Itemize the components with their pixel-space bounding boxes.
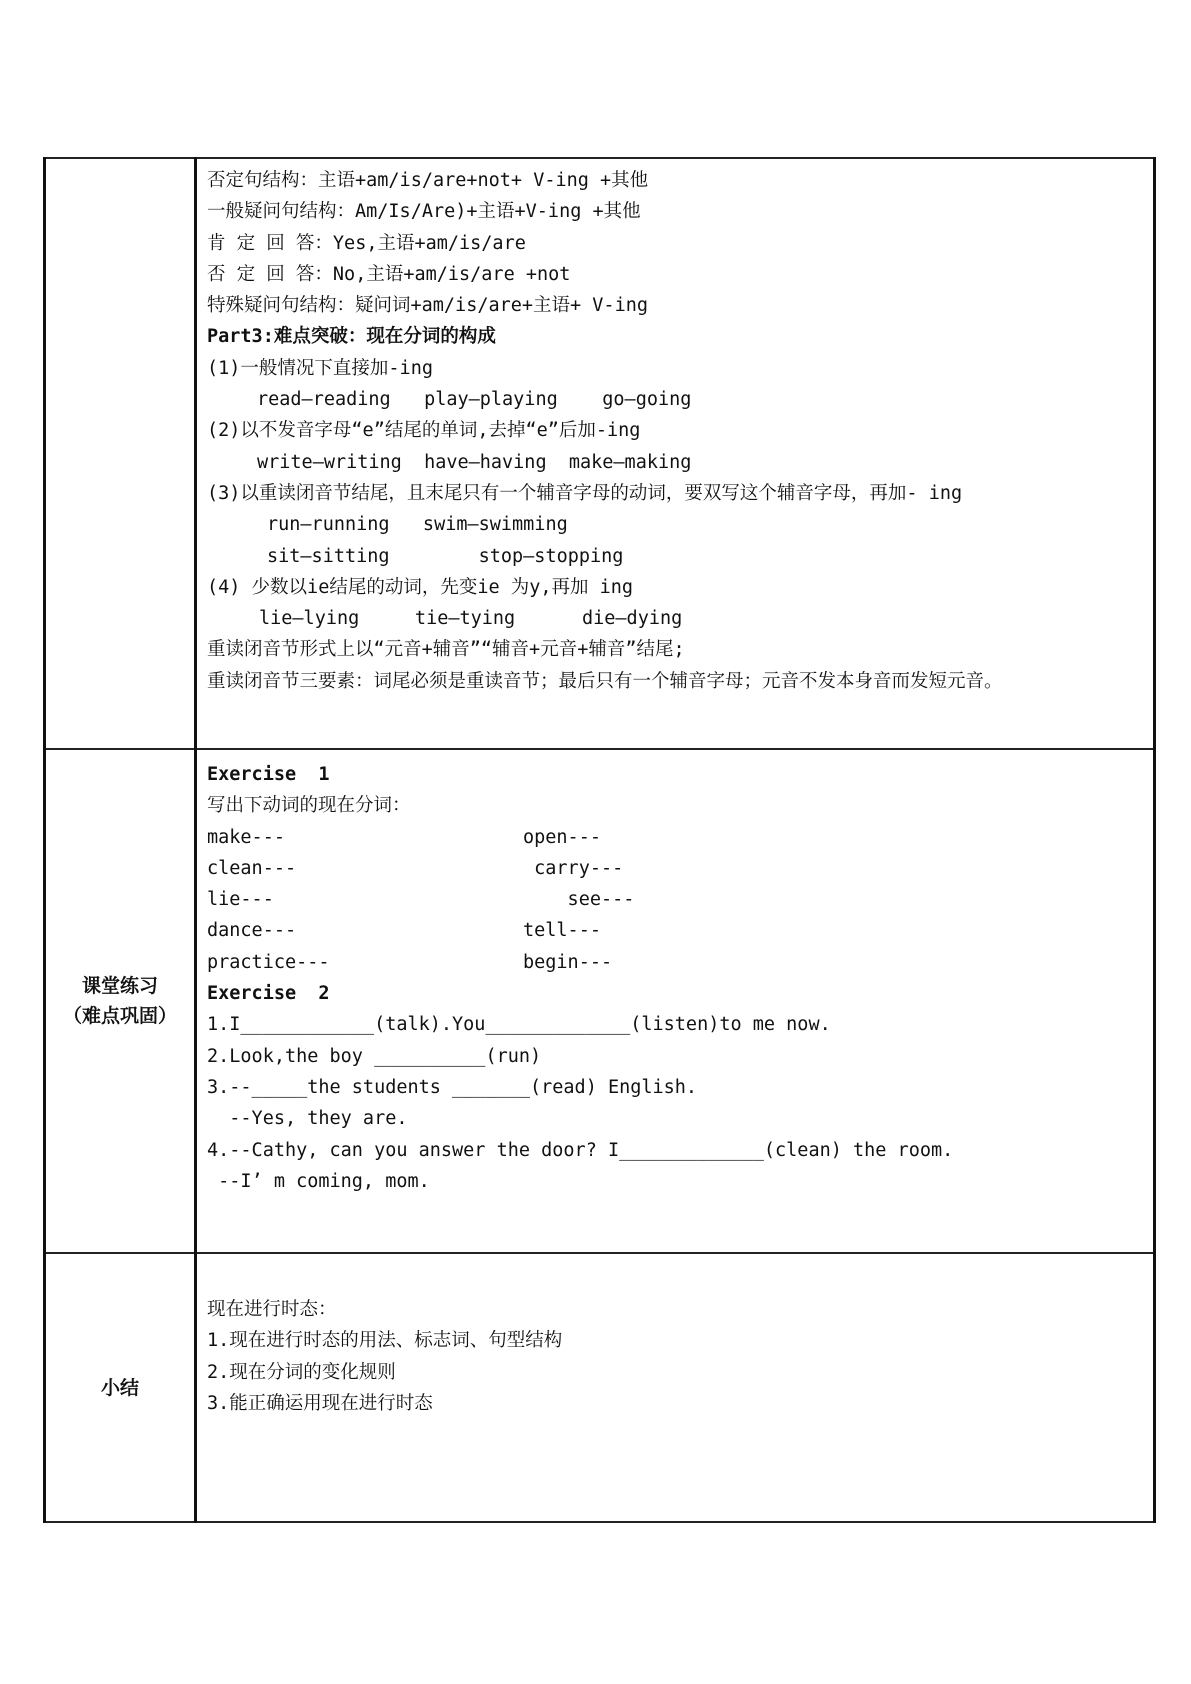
grammar-line: 重读闭音节三要素：词尾必须是重读音节；最后只有一个辅音字母；元音不发本身音而发短元音。 — [207, 670, 1003, 692]
grammar-line: run—running swim—swimming — [267, 514, 568, 536]
practice-row — [45, 749, 1155, 1253]
exercise-1-left-word: practice--- — [207, 951, 330, 973]
exercise-2-line: 3.--_____the students _______(read) English. — [207, 1076, 698, 1098]
grammar-line: 特殊疑问句结构：疑问词+am/is/are+主语+ V-ing — [207, 295, 648, 317]
practice-content-cell — [196, 749, 1155, 1253]
grammar-line: 否定句结构：主语+am/is/are+not+ V-ing +其他 — [207, 170, 649, 191]
grammar-line: 一般疑问句结构：Am/Is/Are)+主语+V-ing +其他 — [207, 201, 641, 223]
exercise-1-left-word: lie--- — [207, 889, 274, 911]
exercise-1-left-word: clean--- — [207, 857, 297, 879]
exercise-1-item — [207, 853, 1143, 884]
summary-line: 2.现在分词的变化规则 — [207, 1361, 396, 1383]
grammar-row — [45, 158, 1155, 749]
grammar-lines — [207, 165, 1143, 697]
summary-label-cell — [45, 1253, 196, 1522]
practice-label-line2: （难点巩固） — [62, 1005, 177, 1027]
summary-line: 1.现在进行时态的用法、标志词、句型结构 — [207, 1330, 563, 1352]
exercise-1-item — [207, 947, 1143, 978]
summary-content-cell — [196, 1253, 1155, 1522]
exercise-2-line: 1.I____________(talk).You_____________(listen)to me now. — [207, 1014, 831, 1036]
exercise-2-line: 4.--Cathy, can you answer the door? I_____________(clean) the room. — [207, 1139, 954, 1161]
grammar-line: read—reading play—playing go—going — [257, 389, 692, 411]
practice-label-line1: 课堂练习 — [81, 975, 158, 997]
exercise-1-left-word: make--- — [207, 826, 285, 848]
grammar-line: (4) 少数以ie结尾的动词，先变ie 为y,再加 ing — [207, 576, 634, 598]
summary-line: 3.能正确运用现在进行时态 — [207, 1392, 433, 1414]
exercise-1-left-word: dance--- — [207, 920, 297, 942]
exercise-1-right-word: open--- — [523, 826, 601, 848]
summary-row — [45, 1253, 1155, 1522]
exercise-2-line: --Yes, they are. — [207, 1108, 408, 1130]
grammar-label-cell — [45, 158, 196, 749]
summary-lines — [207, 1294, 1143, 1419]
summary-label: 小结 — [100, 1376, 139, 1399]
summary-line: 现在进行时态： — [207, 1299, 337, 1320]
exercise-1-title: Exercise 1 — [207, 764, 330, 785]
grammar-line: (1)一般情况下直接加-ing — [207, 357, 433, 379]
practice-label-cell — [45, 749, 196, 1253]
exercise-1-right-word: carry--- — [523, 857, 624, 879]
exercise-1-instruction: 写出下动词的现在分词： — [207, 795, 411, 817]
grammar-line: 重读闭音节形式上以“元音+辅音”“辅音+元音+辅音”结尾; — [207, 639, 685, 661]
grammar-line: sit—sitting stop—stopping — [267, 545, 624, 567]
exercise-1-right-word: tell--- — [523, 920, 601, 942]
grammar-line: lie—lying tie—tying die—dying — [259, 608, 683, 630]
grammar-line: (2)以不发音字母“e”结尾的单词,去掉“e”后加-ing — [207, 420, 641, 442]
exercise-2-line: --I’ m coming, mom. — [207, 1170, 430, 1192]
exercise-1-list — [207, 822, 1143, 978]
exercise-1-right-word: see--- — [523, 889, 635, 911]
exercise-2-list — [207, 1009, 1143, 1197]
grammar-line: (3)以重读闭音节结尾，且末尾只有一个辅音字母的动词，要双写这个辅音字母，再加- ing — [207, 482, 963, 504]
grammar-line: Part3:难点突破：现在分词的构成 — [207, 326, 496, 348]
exercise-1-right-word: begin--- — [523, 951, 613, 973]
grammar-content-cell — [196, 158, 1155, 749]
grammar-line: 肯 定 回 答：Yes,主语+am/is/are — [207, 232, 526, 254]
grammar-line: 否 定 回 答：No,主语+am/is/are +not — [207, 263, 571, 285]
exercise-1-item — [207, 915, 1143, 946]
exercise-2-title: Exercise 2 — [207, 983, 330, 1005]
exercise-1-item — [207, 884, 1143, 915]
lesson-table — [43, 157, 1156, 1523]
exercise-2-line: 2.Look,the boy __________(run) — [207, 1045, 542, 1067]
grammar-line: write—writing have—having make—making — [257, 451, 692, 473]
exercise-1-item — [207, 822, 1143, 853]
